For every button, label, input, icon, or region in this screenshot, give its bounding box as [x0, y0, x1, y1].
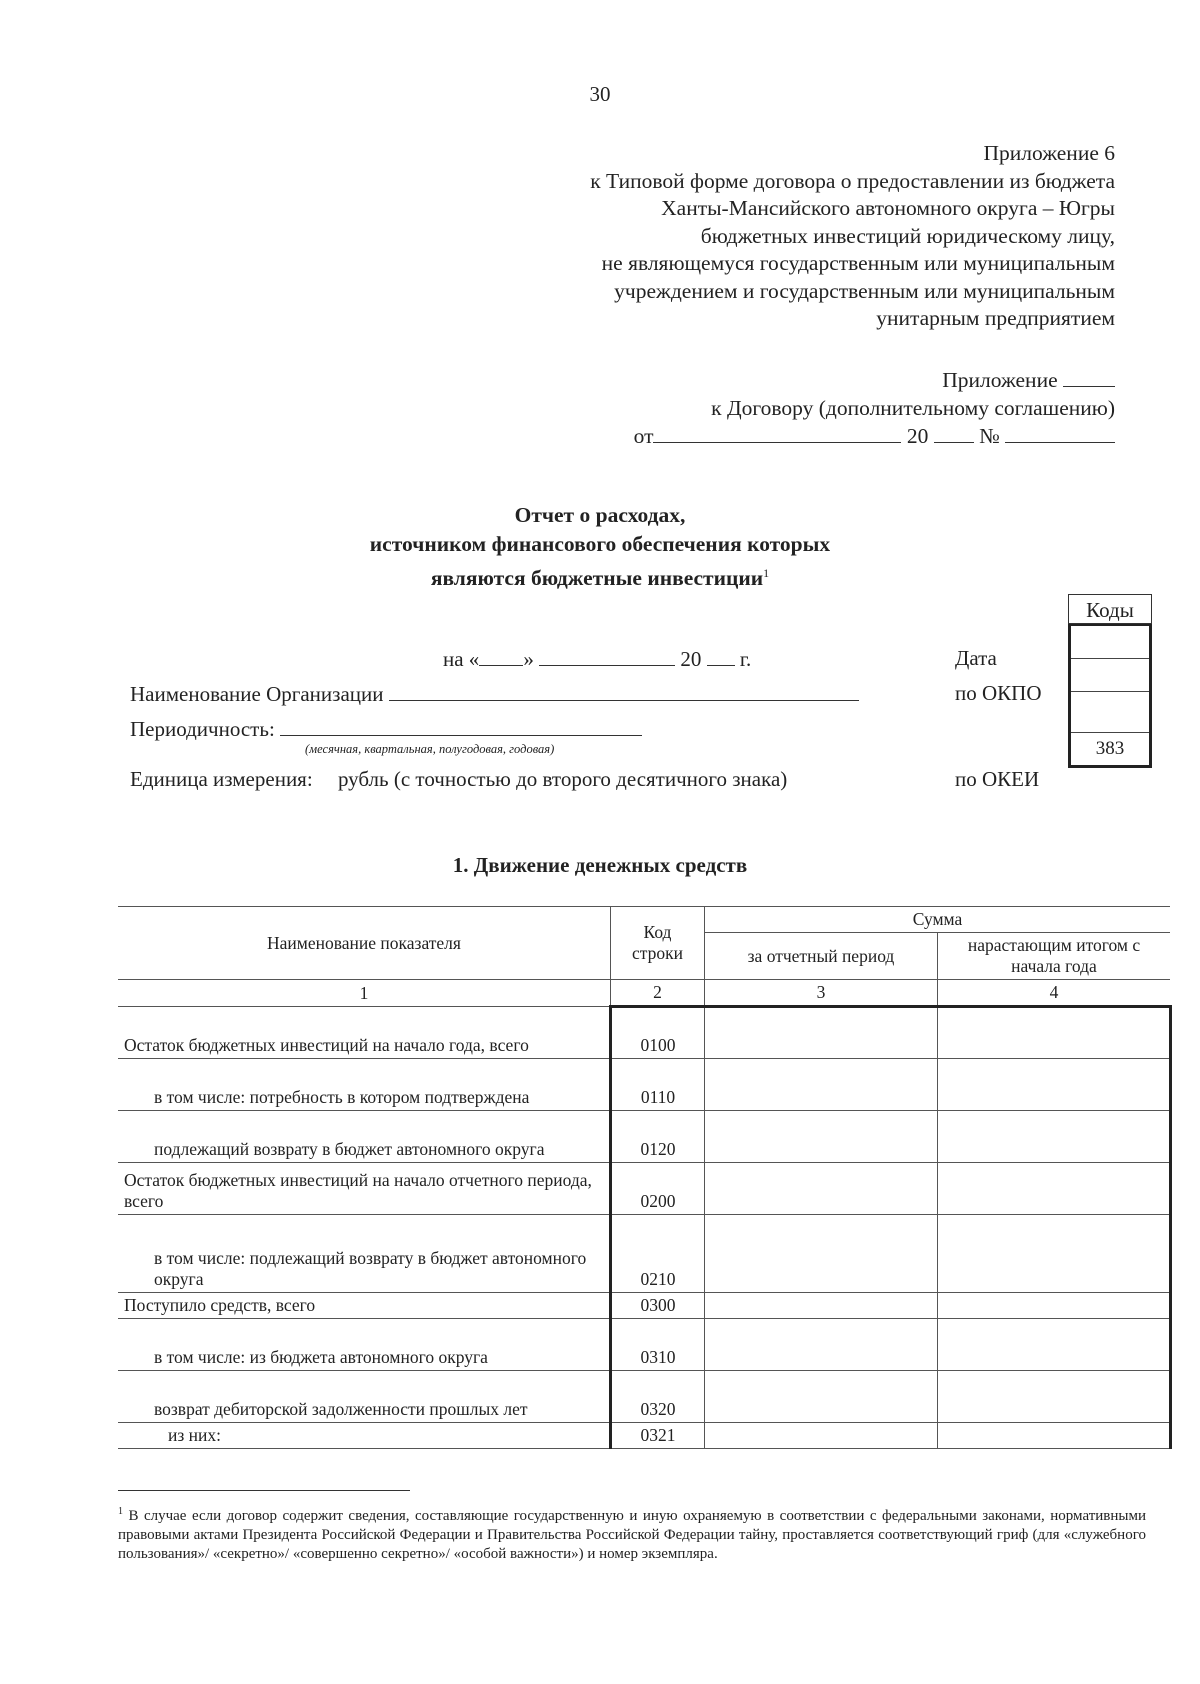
period-value-cell[interactable]	[705, 1319, 938, 1371]
cumulative-value-cell[interactable]	[938, 1163, 1171, 1215]
date-code-label: Дата	[955, 646, 997, 670]
okpo-code-cell[interactable]	[1071, 659, 1149, 692]
row-code: 0300	[611, 1293, 705, 1319]
okei-code-cell: 383	[1095, 738, 1125, 759]
contract-to-label: к Договору (дополнительному соглашению)	[711, 395, 1115, 420]
cumulative-value-cell[interactable]	[938, 1319, 1171, 1371]
row-code: 0200	[611, 1163, 705, 1215]
period-value-cell[interactable]	[705, 1423, 938, 1449]
row-label: Поступило средств, всего	[118, 1293, 611, 1319]
row-code: 0100	[611, 1007, 705, 1059]
appendix-number-field[interactable]	[1063, 366, 1115, 387]
row-code: 0210	[611, 1215, 705, 1293]
cumulative-value-cell[interactable]	[938, 1111, 1171, 1163]
organization-name-field[interactable]	[389, 680, 859, 701]
appendix-line: Приложение 6	[983, 141, 1115, 165]
contract-year-prefix: 20	[906, 424, 929, 448]
cash-flow-table	[118, 906, 1172, 1449]
cumulative-value-cell[interactable]	[938, 1423, 1171, 1449]
date-open-quote: на «	[443, 647, 480, 671]
contract-number-sign: №	[979, 424, 1000, 448]
table-row	[118, 1423, 1170, 1449]
column-number: 1	[118, 980, 611, 1007]
header-name: Наименование показателя	[118, 907, 611, 980]
appendix-line: бюджетных инвестиций юридическому лицу,	[700, 223, 1115, 248]
table-row	[118, 1319, 1170, 1371]
period-value-cell[interactable]	[705, 1371, 938, 1423]
row-label: в том числе: из бюджета автономного округа	[118, 1319, 611, 1371]
row-code: 0321	[611, 1423, 705, 1449]
footnote	[118, 1502, 1146, 1564]
column-number: 2	[611, 980, 705, 1007]
organization-row	[130, 680, 859, 707]
codes-header: Коды	[1068, 594, 1152, 624]
cumulative-value-cell[interactable]	[938, 1293, 1171, 1319]
periodicity-code-cell[interactable]	[1071, 692, 1149, 733]
date-code-cell[interactable]	[1071, 626, 1149, 659]
okpo-label: по ОКПО	[955, 681, 1042, 705]
report-year-prefix: 20	[680, 647, 702, 671]
header-cumulative: нарастающим итогом с начала года	[938, 933, 1171, 980]
contract-date-field[interactable]	[653, 422, 901, 443]
contract-reference	[634, 366, 1115, 451]
row-label: Остаток бюджетных инвестиций на начало года, всего	[118, 1007, 611, 1059]
periodicity-field[interactable]	[280, 715, 642, 736]
period-value-cell[interactable]	[705, 1111, 938, 1163]
row-code: 0310	[611, 1319, 705, 1371]
period-value-cell[interactable]	[705, 1215, 938, 1293]
contract-year-field[interactable]	[934, 422, 974, 443]
report-title	[0, 501, 1200, 593]
column-number: 4	[938, 980, 1171, 1007]
cumulative-value-cell[interactable]	[938, 1215, 1171, 1293]
table-row	[118, 1007, 1170, 1059]
okei-label: по ОКЕИ	[955, 767, 1040, 791]
report-date-row	[443, 645, 751, 672]
header-sum: Сумма	[705, 907, 1171, 933]
footnote-divider	[118, 1490, 410, 1491]
report-title-line: источником финансового обеспечения которых	[369, 532, 831, 556]
appendix-line: Ханты-Мансийского автономного округа – Югры	[661, 196, 1115, 220]
row-code: 0110	[611, 1059, 705, 1111]
unit-row	[130, 766, 787, 792]
date-close-quote: »	[523, 647, 534, 671]
period-value-cell[interactable]	[705, 1059, 938, 1111]
appendix-line: к Типовой форме договора о предоставлении из бюджета	[590, 168, 1115, 193]
row-code: 0320	[611, 1371, 705, 1423]
cumulative-value-cell[interactable]	[938, 1059, 1171, 1111]
row-label: из них:	[118, 1423, 611, 1449]
row-label: в том числе: потребность в котором подтверждена	[118, 1059, 611, 1111]
header-code: Код строки	[611, 907, 705, 980]
table-row	[118, 1215, 1170, 1293]
table-row	[118, 1293, 1170, 1319]
cumulative-value-cell[interactable]	[938, 1371, 1171, 1423]
column-number: 3	[705, 980, 938, 1007]
report-year-suffix: г.	[739, 647, 752, 671]
footnote-mark: 1	[118, 1506, 123, 1517]
periodicity-label: Периодичность:	[130, 717, 275, 741]
codes-box	[1068, 594, 1152, 768]
period-value-cell[interactable]	[705, 1293, 938, 1319]
report-title-line: являются бюджетные инвестиции	[430, 566, 764, 591]
report-month-field[interactable]	[539, 645, 675, 666]
section-title: 1. Движение денежных средств	[452, 853, 748, 877]
footnote-ref: 1	[763, 566, 770, 580]
row-label: подлежащий возврату в бюджет автономного округа	[118, 1111, 611, 1163]
contract-number-field[interactable]	[1005, 422, 1115, 443]
appendix-header	[590, 140, 1115, 333]
row-label: в том числе: подлежащий возврату в бюджет автономного округа	[118, 1215, 611, 1293]
report-title-line: Отчет о расходах,	[514, 503, 686, 527]
table-row	[118, 1111, 1170, 1163]
appendix-line: унитарным предприятием	[876, 306, 1115, 330]
report-year-field[interactable]	[707, 645, 735, 666]
report-day-field[interactable]	[479, 645, 523, 666]
table-row	[118, 1371, 1170, 1423]
periodicity-hint: (месячная, квартальная, полугодовая, годовая)	[305, 742, 555, 756]
appendix-line: не являющемуся государственным или муниципальным	[601, 251, 1115, 275]
row-code: 0120	[611, 1111, 705, 1163]
cumulative-value-cell[interactable]	[938, 1007, 1171, 1059]
table-row	[118, 1163, 1170, 1215]
table-row	[118, 1059, 1170, 1111]
header-period: за отчетный период	[705, 933, 938, 980]
row-label: Остаток бюджетных инвестиций на начало отчетного периода, всего	[118, 1163, 611, 1215]
organization-label: Наименование Организации	[130, 682, 384, 706]
contract-from-label: от	[633, 424, 654, 448]
unit-label: Единица измерения:	[130, 767, 313, 791]
periodicity-row	[130, 715, 642, 742]
unit-value: рубль (с точностью до второго десятичного знака)	[337, 767, 788, 791]
appendix-line: учреждением и государственным или муниципальным	[614, 278, 1115, 303]
period-value-cell[interactable]	[705, 1007, 938, 1059]
row-label: возврат дебиторской задолженности прошлых лет	[118, 1371, 611, 1423]
page-number: 30	[589, 82, 611, 106]
period-value-cell[interactable]	[705, 1163, 938, 1215]
contract-appendix-label: Приложение	[942, 368, 1058, 392]
footnote-text: В случае если договор содержит сведения, составляющие государственную и иную охраняемую в соответствии с федеральными законами, нормативными правовыми актами Президента Российской Федерации и Правительства Российской Федерации тайну, проставляется соответствующий гриф (для «служебного пользования»/ «секретно»/ «совершенно секретно»/ «особой важности») и номер экземпляра.	[118, 1508, 1147, 1562]
